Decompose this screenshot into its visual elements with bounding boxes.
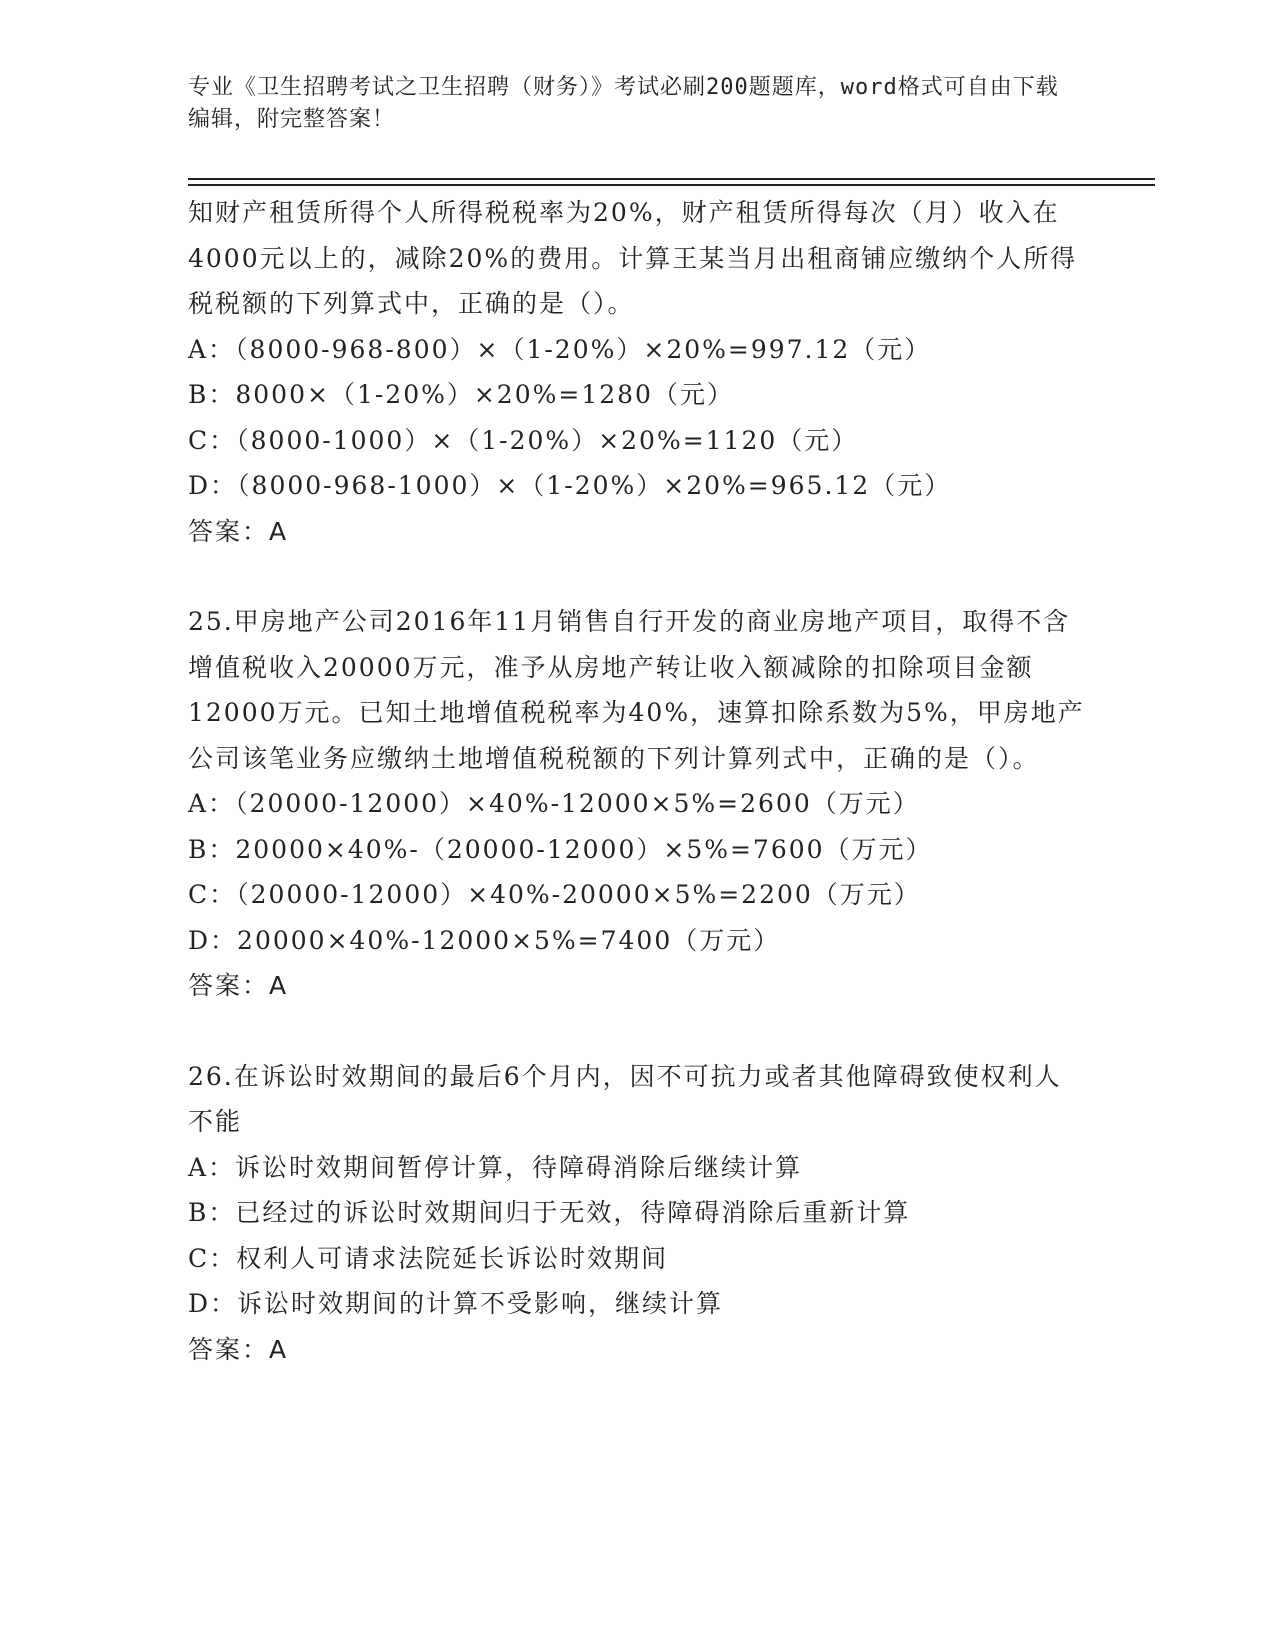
option-a: A：（20000-12000）×40%-12000×5%=2600（万元） bbox=[188, 789, 920, 818]
spacer bbox=[188, 1009, 1088, 1054]
answer-line: 答案：A bbox=[188, 516, 289, 546]
option-c: C：权利人可请求法院延长诉讼时效期间 bbox=[188, 1243, 669, 1273]
question-stem: 26.在诉讼时效期间的最后6个月内，因不可抗力或者其他障碍致使权利人不能 bbox=[188, 1061, 1062, 1136]
option-c: C：（8000-1000）×（1-20%）×20%=1120（元） bbox=[188, 425, 859, 455]
option-b: B：20000×40%-（20000-12000）×5%=7600（万元） bbox=[188, 834, 933, 864]
answer-line: 答案：A bbox=[188, 971, 289, 1000]
option-a: A：诉讼时效期间暂停计算，待障碍消除后继续计算 bbox=[188, 1152, 803, 1182]
option-d: D：20000×40%-12000×5%=7400（万元） bbox=[188, 925, 781, 955]
header-divider-bottom bbox=[188, 184, 1155, 186]
document-header: 专业《卫生招聘考试之卫生招聘（财务）》考试必刷200题题库，word格式可自由下载编辑，附完整答案！ bbox=[188, 75, 1059, 132]
answer-line: 答案：A bbox=[188, 1334, 289, 1364]
option-d: D：（8000-968-1000）×（1-20%）×20%=965.12（元） bbox=[188, 471, 952, 500]
question-block bbox=[188, 190, 1088, 554]
question-stem: 知财产租赁所得个人所得税税率为20%，财产租赁所得每次（月）收入在4000元以上的，减除20%的费用。计算王某当月出租商铺应缴纳个人所得税税额的下列算式中，正确的是（）。 bbox=[188, 198, 1078, 318]
question-block bbox=[188, 599, 1088, 1009]
question-stem: 25.甲房地产公司2016年11月销售自行开发的商业房地产项目，取得不含增值税收入20000万元，准予从房地产转让收入额减除的扣除项目金额12000万元。已知土地增值税税率为40%，速算扣除系数为5%，甲房地产公司该笔业务应缴纳土地增值税税额的下列计算列式中，正确的是（）。 bbox=[188, 607, 1085, 773]
option-a: A：（8000-968-800）×（1-20%）×20%=997.12（元） bbox=[188, 334, 932, 364]
header-divider-top bbox=[188, 178, 1155, 180]
document-content bbox=[188, 190, 1088, 1372]
option-d: D：诉讼时效期间的计算不受影响，继续计算 bbox=[188, 1289, 724, 1318]
question-block bbox=[188, 1054, 1088, 1373]
spacer bbox=[188, 554, 1088, 599]
option-b: B：8000×（1-20%）×20%=1280（元） bbox=[188, 380, 734, 409]
option-b: B：已经过的诉讼时效期间归于无效，待障碍消除后重新计算 bbox=[188, 1198, 911, 1227]
option-c: C：（20000-12000）×40%-20000×5%=2200（万元） bbox=[188, 880, 921, 909]
